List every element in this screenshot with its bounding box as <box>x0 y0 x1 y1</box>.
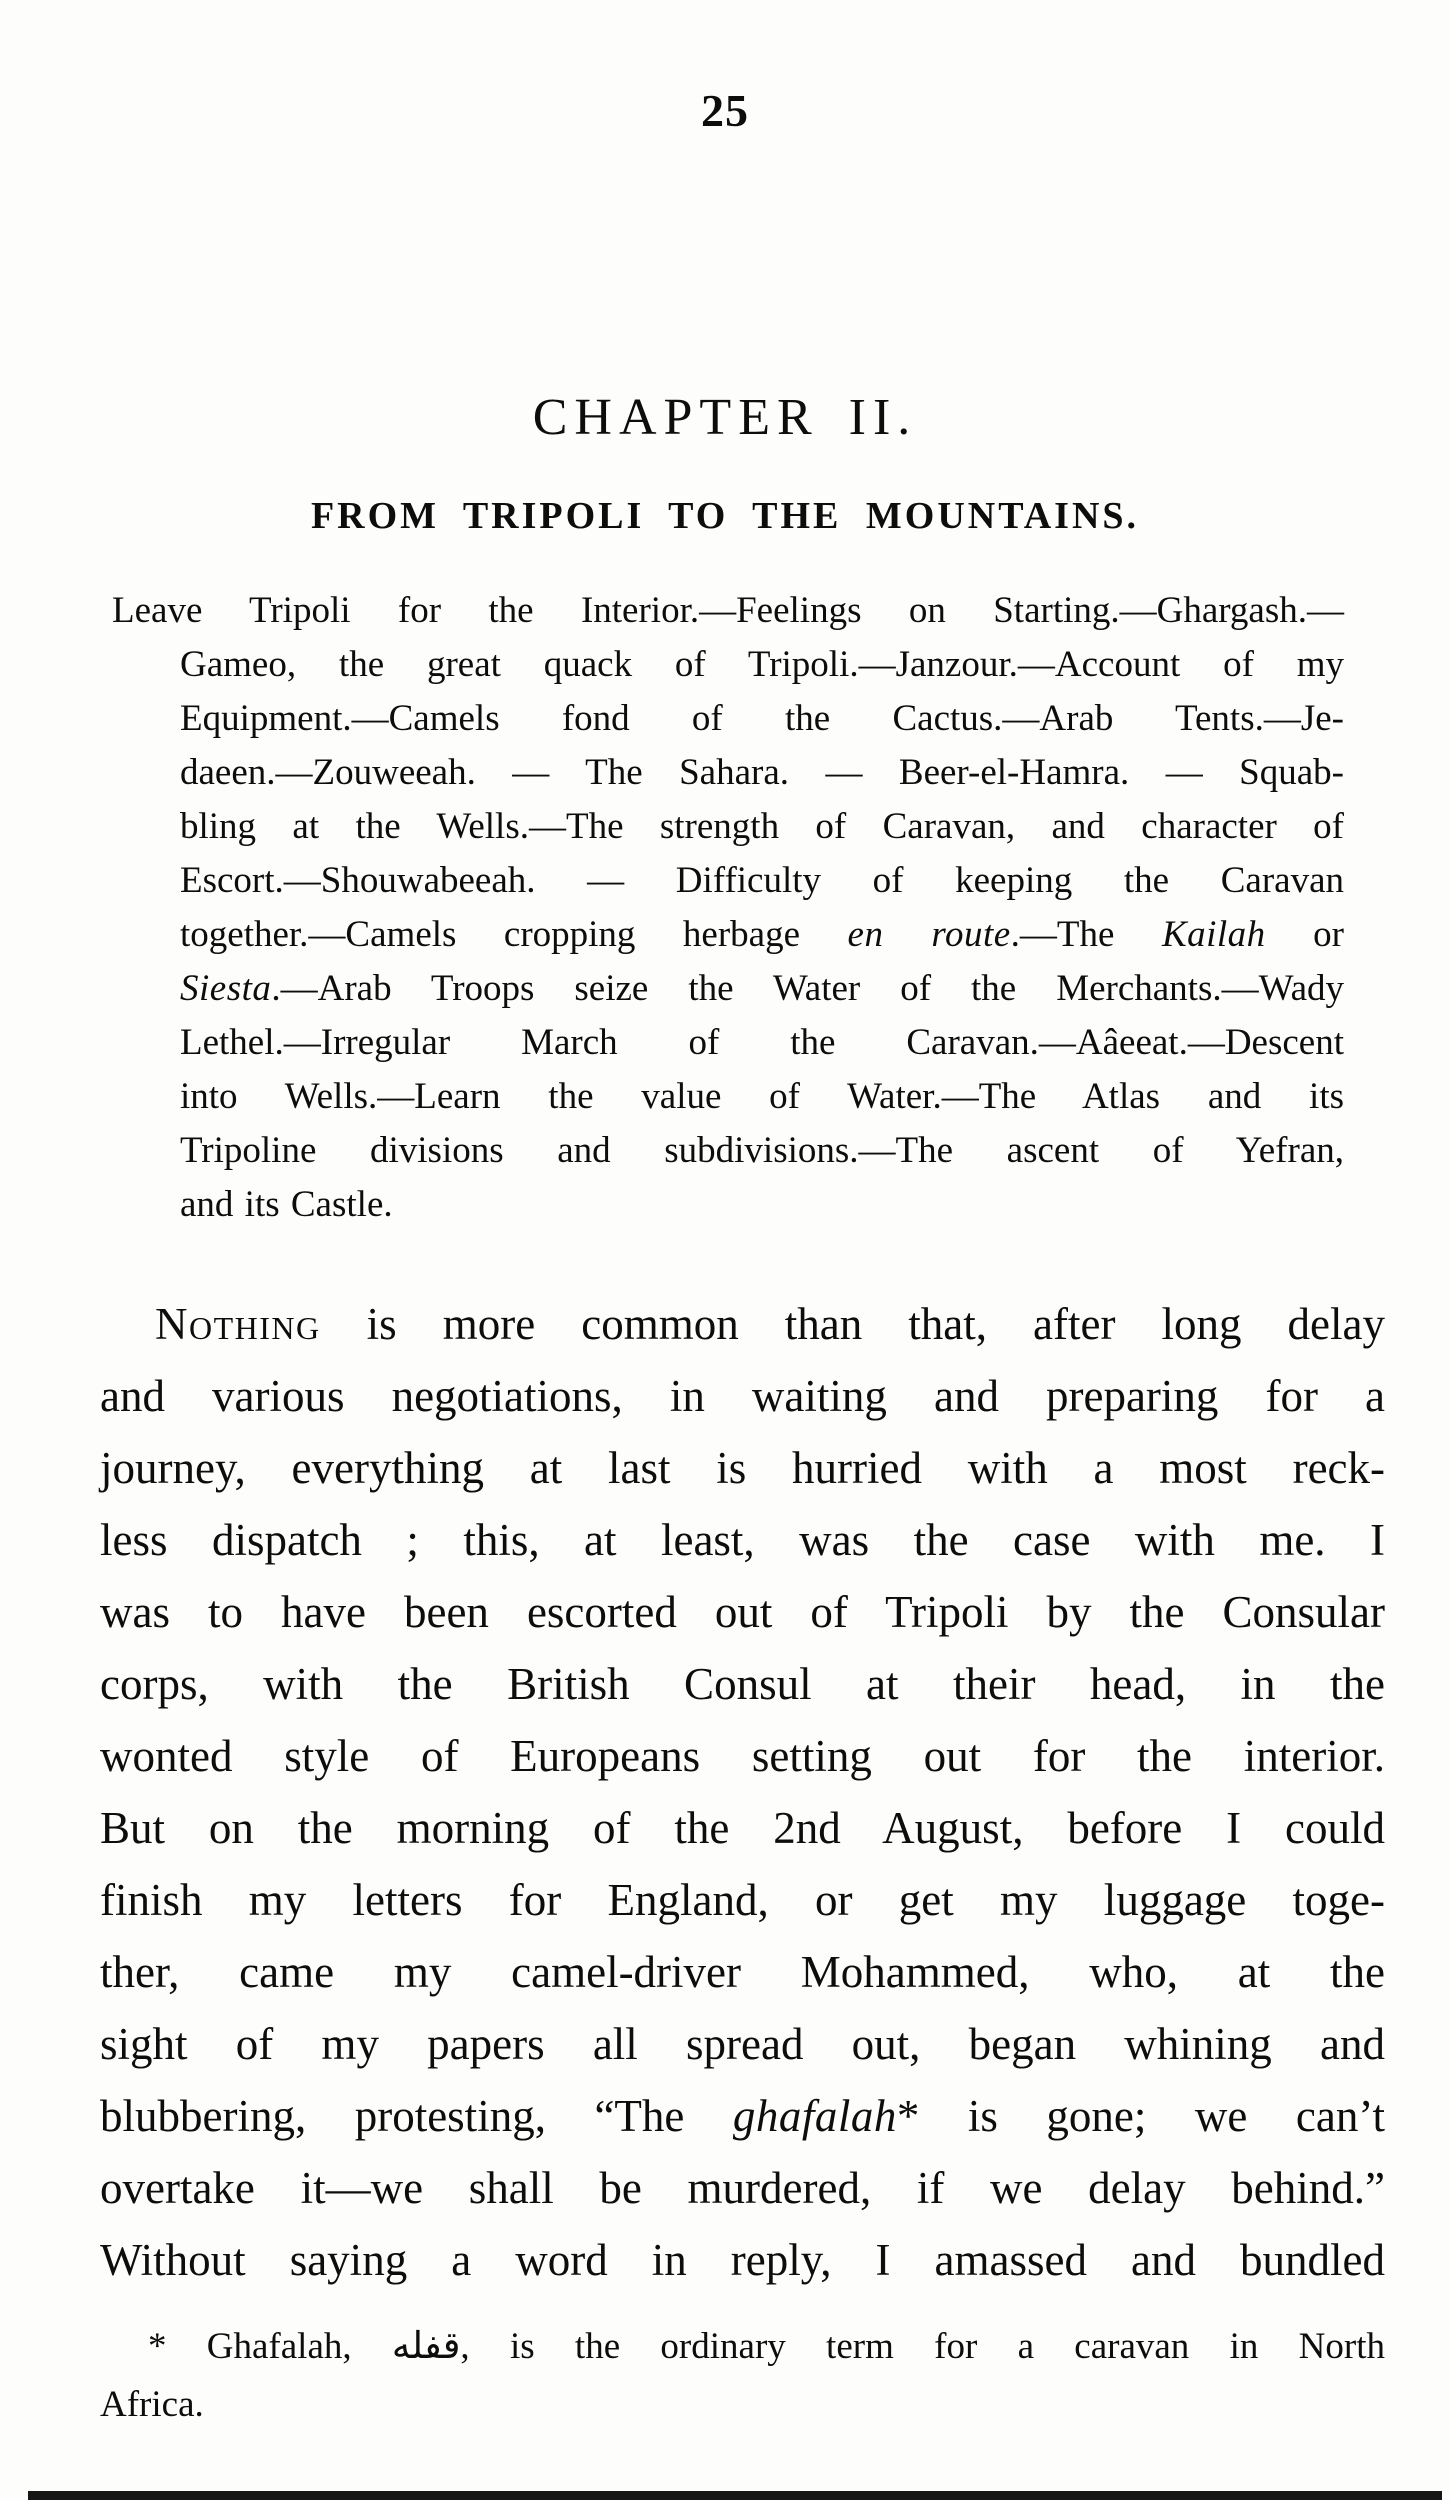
text-line: was to have been escorted out of Tripoli by the Consular <box>100 1587 1385 1637</box>
text-line: Equipment.—Camels fond of the Cactus.—Arab Tents.—Je- <box>180 698 1344 739</box>
text-line: finish my letters for England, or get my luggage toge- <box>100 1875 1385 1925</box>
text-line: Without saying a word in reply, I amassed and bundled <box>100 2235 1385 2285</box>
page-number: 25 <box>701 85 749 136</box>
text-line: Africa. <box>100 2384 204 2425</box>
text-line: sight of my papers all spread out, began whining and <box>100 2019 1385 2069</box>
text-line: ther, came my camel-driver Mohammed, who, at the <box>100 1947 1385 1997</box>
text-line: journey, everything at last is hurried with a most reck- <box>100 1443 1385 1493</box>
text-line: Tripoline divisions and subdivisions.—The ascent of Yefran, <box>180 1130 1344 1171</box>
text-line: But on the morning of the 2nd August, before I could <box>100 1803 1385 1853</box>
text-line: overtake it—we shall be murdered, if we delay behind.” <box>100 2163 1385 2213</box>
text-line: less dispatch ; this, at least, was the case with me. I <box>100 1515 1385 1565</box>
text-line: Nothing is more common than that, after long delay <box>155 1299 1385 1349</box>
text-line: daeen.—Zouweeah. — The Sahara. — Beer-el-Hamra. — Squab- <box>180 752 1344 793</box>
footnote <box>100 2318 1385 2434</box>
chapter-summary <box>112 584 1344 1232</box>
text-line: * Ghafalah, قفله, is the ordinary term for a caravan in North <box>148 2326 1385 2367</box>
scan-edge-artifact <box>28 2491 1442 2500</box>
text-line: Siesta.—Arab Troops seize the Water of the Merchants.—Wady <box>180 968 1344 1009</box>
body-paragraph <box>100 1288 1385 2296</box>
text-line: and various negotiations, in waiting and preparing for a <box>100 1371 1385 1421</box>
chapter-subheading: FROM TRIPOLI TO THE MOUNTAINS. <box>310 495 1140 537</box>
text-line: Escort.—Shouwabeeah. — Difficulty of keeping the Caravan <box>180 860 1344 901</box>
text-line: and its Castle. <box>180 1184 393 1225</box>
chapter-heading: CHAPTER II. <box>532 389 918 446</box>
text-line: Lethel.—Irregular March of the Caravan.—Aâeeat.—Descent <box>180 1022 1344 1063</box>
text-line: corps, with the British Consul at their head, in the <box>100 1659 1385 1709</box>
text-line: into Wells.—Learn the value of Water.—The Atlas and its <box>180 1076 1344 1117</box>
text-line: Gameo, the great quack of Tripoli.—Janzour.—Account of my <box>180 644 1344 685</box>
text-line: Leave Tripoli for the Interior.—Feelings on Starting.—Ghargash.— <box>112 590 1344 631</box>
text-line: bling at the Wells.—The strength of Caravan, and character of <box>180 806 1344 847</box>
text-line: blubbering, protesting, “The ghafalah* is gone; we can’t <box>100 2091 1385 2141</box>
text-line: wonted style of Europeans setting out for the interior. <box>100 1731 1385 1781</box>
text-line: together.—Camels cropping herbage en route.—The Kailah or <box>180 914 1345 955</box>
